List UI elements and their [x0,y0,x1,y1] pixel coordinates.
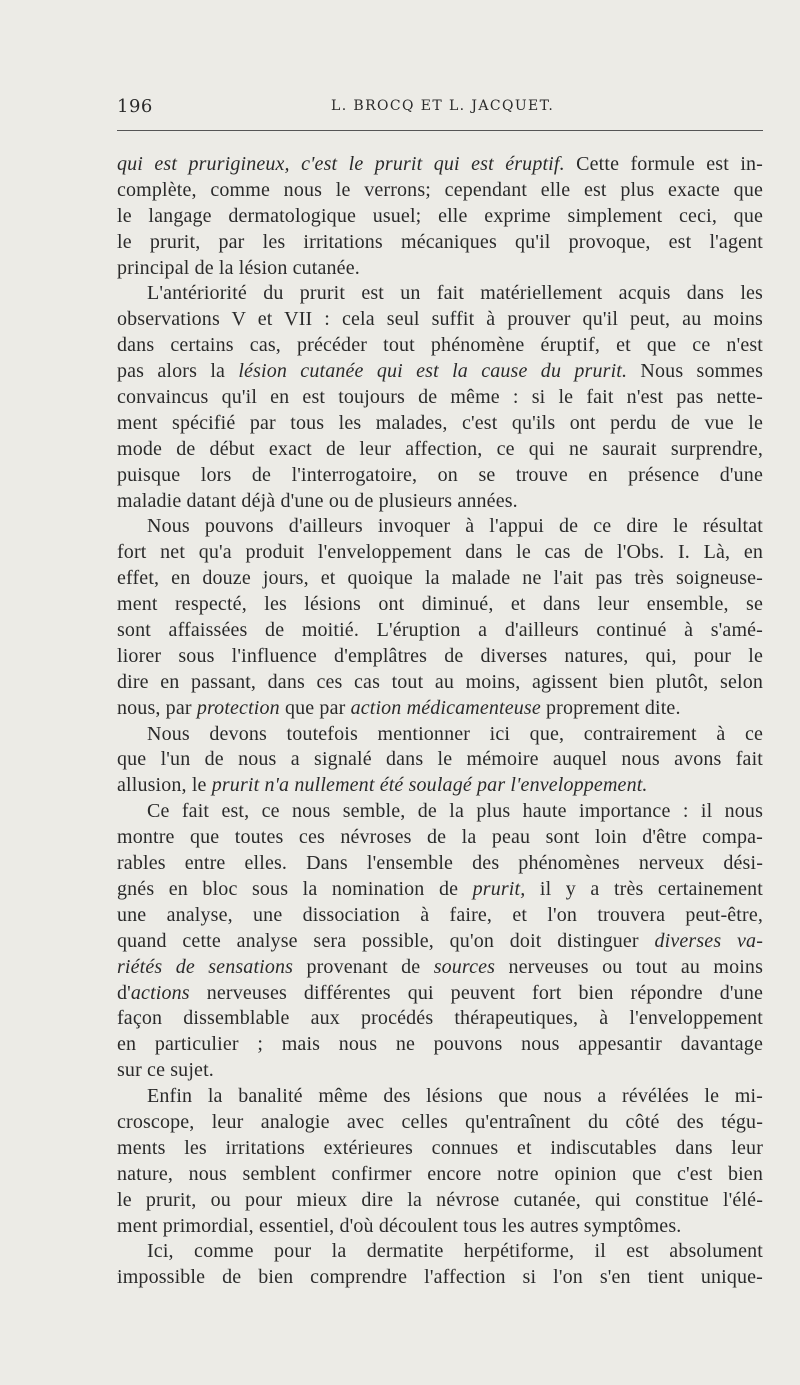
text-line [117,204,763,230]
text-segment: nerveuses différentes qui peuvent fort bien répondre d'une [189,981,763,1004]
text-line [117,1239,763,1265]
text-segment: maladie datant déjà d'une ou de plusieurs années. [117,489,518,512]
text-segment: Nous pouvons d'ailleurs invoquer à l'appui de ce dire le résultat [147,515,763,538]
text-line [117,489,763,515]
text-segment: L'antériorité du prurit est un fait matériellement acquis dans les [147,282,763,305]
text-segment: gnés en bloc sous la nomination de [117,877,473,900]
text-line [117,333,763,359]
text-line [117,618,763,644]
italic-text: riétés de sensations [117,955,294,978]
text-segment: Nous devons toutefois mentionner ici que, contrairement à ce [147,722,763,745]
italic-text: diverses va- [654,929,764,952]
text-segment: quand cette analyse sera possible, qu'on doit distinguer [117,929,655,952]
text-segment: fort net qu'a produit l'enveloppement dans le cas de l'Obs. I. Là, en [117,541,763,564]
text-segment: nous, par [117,696,197,719]
italic-text: action médicamenteuse [350,696,541,719]
text-segment: pas alors la [117,360,239,383]
text-segment: croscope, leur analogie avec celles qu'entraînent du côté des tégu- [117,1110,763,1133]
text-line [117,152,763,178]
text-line [117,514,763,540]
text-segment: que l'un de nous a signalé dans le mémoire auquel nous avons fait [117,748,763,771]
text-segment: il y a très certainement [525,877,764,900]
text-line [117,773,763,799]
text-segment: dire en passant, dans ces cas tout au moins, agissent bien plutôt, selon [117,670,763,693]
text-segment: liorer sous l'influence d'emplâtres de diverses natures, qui, pour le [117,644,763,667]
header-rule [117,130,763,131]
text-line [117,825,763,851]
text-segment: en particulier ; mais nous ne pouvons nous appesantir davantage [117,1033,763,1056]
text-segment: convaincus qu'il en est toujours de même : si le fait n'est pas nette- [117,386,763,409]
italic-text: prurit, [472,877,526,900]
text-line [117,955,763,981]
text-segment: nerveuses ou tout au moins [495,955,764,978]
text-segment: ments les irritations extérieures connues et indiscutables dans leur [117,1136,763,1159]
text-line [117,747,763,773]
text-segment: ment spécifié par tous les malades, c'est qu'ils ont perdu de vue le [117,411,763,434]
text-segment: le prurit, par les irritations mécaniques qu'il provoque, est l'agent [117,230,763,253]
italic-text: actions [130,981,190,1004]
text-segment: une analyse, une dissociation à faire, et l'on trouvera peut-être, [117,903,763,926]
text-line [117,696,763,722]
text-segment: le prurit, ou pour mieux dire la névrose cutanée, qui constitue l'élé- [117,1188,763,1211]
text-segment: ment primordial, essentiel, d'où découlent tous les autres symptômes. [117,1214,682,1237]
text-segment: proprement dite. [540,696,681,719]
text-segment: sont affaissées de moitié. L'éruption a d'ailleurs continué à s'amé- [117,619,763,642]
text-line [117,903,763,929]
text-line [117,281,763,307]
text-segment: sur ce sujet. [117,1059,214,1082]
text-line [117,1214,763,1240]
text-line [117,411,763,437]
text-line [117,463,763,489]
text-segment: façon dissemblable aux procédés thérapeutiques, à l'enveloppement [117,1007,763,1030]
text-line [117,1084,763,1110]
text-line [117,1058,763,1084]
text-line [117,851,763,877]
text-line [117,385,763,411]
text-segment: effet, en douze jours, et quoique la malade ne l'ait pas très soigneuse- [117,567,763,590]
text-line [117,1110,763,1136]
text-line [117,799,763,825]
body-text [117,152,763,1291]
italic-text: qui est prurigineux, c'est le prurit qui est éruptif. [117,153,565,175]
text-segment: Nous sommes [627,360,764,383]
text-line [117,1265,763,1291]
page-header [117,96,763,118]
text-segment: Enfin la banalité même des lésions que nous a révélées le mi- [147,1085,763,1108]
text-segment: allusion, le [117,774,212,797]
text-line [117,1162,763,1188]
text-segment: observations V et VII : cela seul suffit à prouver qu'il peut, au moins [117,308,763,331]
italic-text: prurit n'a nullement été soulagé par l'enveloppement. [211,774,648,797]
text-line [117,540,763,566]
text-segment: d' [117,981,131,1004]
text-line [117,1136,763,1162]
text-line [117,1006,763,1032]
text-segment: provenant de [293,955,434,978]
text-segment: puisque lors de l'interrogatoire, on se trouve en présence d'une [117,463,763,486]
text-segment: Ici, comme pour la dermatite herpétiforme, il est absolument [147,1240,763,1263]
text-line [117,1188,763,1214]
text-line [117,981,763,1007]
text-segment: Ce fait est, ce nous semble, de la plus haute importance : il nous [147,800,763,823]
text-line [117,307,763,333]
text-segment: que par [279,696,351,719]
text-line [117,644,763,670]
text-line [117,722,763,748]
text-segment: rables entre elles. Dans l'ensemble des phénomènes nerveux dési- [117,852,763,875]
text-line [117,178,763,204]
italic-text: protection [196,696,280,719]
text-line [117,1032,763,1058]
text-line [117,566,763,592]
text-line [117,929,763,955]
text-segment: complète, comme nous le verrons; cependant elle est plus exacte que [117,178,763,201]
italic-text: lésion cutanée qui est la cause du prurit. [238,360,628,383]
text-line [117,359,763,385]
text-line [117,877,763,903]
running-head: L. BROCQ ET L. JACQUET. [331,98,555,114]
text-segment: Cette formule est in- [564,153,763,175]
text-segment: impossible de bien comprendre l'affection si l'on s'en tient unique- [117,1266,763,1289]
text-line [117,670,763,696]
text-line [117,230,763,256]
text-segment: principal de la lésion cutanée. [117,256,360,279]
text-line [117,256,763,282]
text-segment: montre que toutes ces névroses de la peau sont loin d'être compa- [117,826,763,849]
text-line [117,592,763,618]
text-segment: dans certains cas, précéder tout phénomène éruptif, et que ce n'est [117,334,763,357]
page-number: 196 [117,96,153,117]
text-line [117,437,763,463]
italic-text: sources [433,955,496,978]
text-segment: le langage dermatologique usuel; elle exprime simplement ceci, que [117,204,763,227]
text-segment: ment respecté, les lésions ont diminué, et dans leur ensemble, se [117,593,763,616]
text-segment: mode de début exact de leur affection, ce qui ne saurait surprendre, [117,437,763,460]
text-segment: nature, nous semblent confirmer encore notre opinion que c'est bien [117,1162,763,1185]
